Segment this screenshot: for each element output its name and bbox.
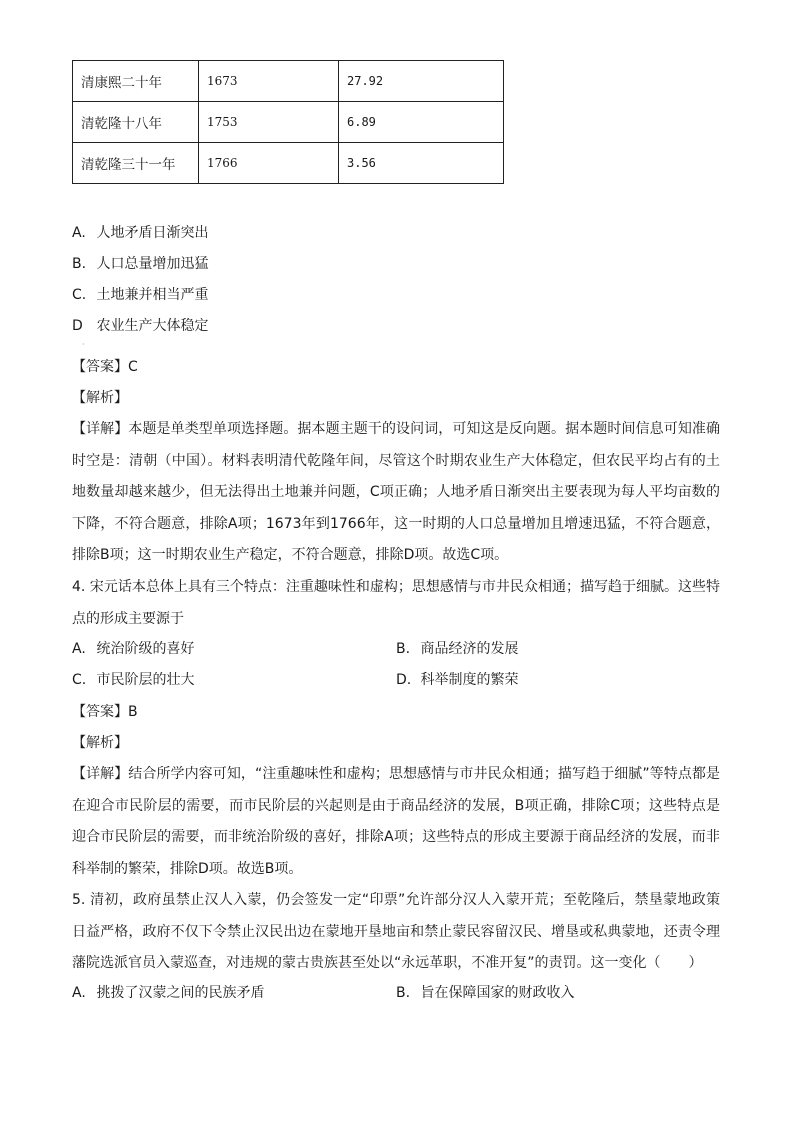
option-text: 人地矛盾日渐突出 <box>96 225 209 241</box>
table-cell-value: 3.56 <box>339 143 504 184</box>
table-cell-value: 6.89 <box>339 102 504 143</box>
q3-answer <box>72 357 138 377</box>
option-label: B. <box>396 641 411 657</box>
q4-option-c <box>72 670 194 690</box>
option-label: A. <box>72 641 86 657</box>
q4-analysis-tag: 【解析】 <box>72 735 128 751</box>
option-label: B. <box>396 985 411 1001</box>
option-text: 市民阶层的壮大 <box>96 672 195 688</box>
q4-detail: 【详解】结合所学内容可知，“注重趣味性和虚构；思想感情与市井民众相通；描写趋于细腻”等特点都是在迎合市民阶层的需要，而市民阶层的兴起则是由于商品经济的发展，B项正确，排除C项；这些特点是迎合市民阶层的需要，而非统治阶级的喜好，排除A项；这些特点的形成主要源于商品经济的发展，而非科举制的繁荣，排除D项。故选B项。 <box>72 766 720 877</box>
q4-option-d <box>396 670 518 690</box>
answer-tag: 【答案】 <box>72 359 128 375</box>
option-text: 农业生产大体稳定 <box>96 318 209 334</box>
table-row <box>73 61 504 102</box>
stray-mark: · <box>82 340 85 349</box>
q4-option-b <box>396 639 518 659</box>
q5-option-a <box>72 983 264 1003</box>
answer-value: C <box>128 359 138 375</box>
q5-stem: 5. 清初，政府虽禁止汉人入蒙，仍会签发一定“印票”允许部分汉人入蒙开荒；至乾隆后，禁垦蒙地政策日益严格，政府不仅下令禁止汉民出边在蒙地开垦地亩和禁止蒙民容留汉民、增垦或私典蒙地，还责令理藩院选派官员入蒙巡查，对违规的蒙古贵族甚至处以“永远革职，不准开复”的责罚。这一变化（ ） <box>72 892 720 971</box>
option-label: C. <box>72 672 87 688</box>
table-cell-value: 27.92 <box>339 61 504 102</box>
table-row <box>73 143 504 184</box>
q3-option-d <box>72 316 208 336</box>
option-text: 统治阶级的喜好 <box>96 641 195 657</box>
option-text: 挑拨了汉蒙之间的民族矛盾 <box>96 985 265 1001</box>
table-cell-year: 1753 <box>199 102 339 143</box>
option-label: A. <box>72 985 86 1001</box>
q3-detail: 【详解】本题是单类型单项选择题。据本题主题干的设问词，可知这是反向题。据本题时间信息可知准确时空是：清朝（中国）。材料表明清代乾隆年间，尽管这个时期农业生产大体稳定，但农民平均占有的土地数量却越来越少，但无法得出土地兼并问题，C项正确；人地矛盾日渐突出主要表现为每人平均亩数的下降，不符合题意，排除A项；1673年到1766年，这一时期的人口总量增加且增速迅猛，不符合题意，排除B项；这一时期农业生产稳定，不符合题意，排除D项。故选C项。 <box>72 421 720 563</box>
table-cell-era: 清乾隆三十一年 <box>73 143 199 184</box>
q4-stem: 4. 宋元话本总体上具有三个特点：注重趣味性和虚构；思想感情与市井民众相通；描写趋于细腻。这些特点的形成主要源于 <box>72 579 720 627</box>
table-cell-era: 清康熙二十年 <box>73 61 199 102</box>
q4-answer <box>72 702 138 722</box>
option-text: 科举制度的繁荣 <box>420 672 519 688</box>
table-cell-year: 1673 <box>199 61 339 102</box>
answer-tag: 【答案】 <box>72 704 128 720</box>
q3-analysis-tag: 【解析】 <box>72 390 128 406</box>
q3-option-b <box>72 254 208 274</box>
q4-option-a <box>72 639 194 659</box>
option-text: 人口总量增加迅猛 <box>96 256 209 272</box>
option-text: 旨在保障国家的财政收入 <box>420 985 575 1001</box>
option-label: C. <box>72 287 87 303</box>
option-text: 土地兼并相当严重 <box>96 287 209 303</box>
data-table <box>72 60 504 184</box>
option-label: A. <box>72 225 86 241</box>
option-label: D <box>72 318 83 334</box>
table-row <box>73 102 504 143</box>
table-cell-year: 1766 <box>199 143 339 184</box>
q3-option-c <box>72 285 208 305</box>
table-cell-era: 清乾隆十八年 <box>73 102 199 143</box>
option-label: B. <box>72 256 87 272</box>
option-text: 商品经济的发展 <box>420 641 519 657</box>
answer-value: B <box>128 704 138 720</box>
q5-option-b <box>396 983 574 1003</box>
q3-option-a <box>72 223 208 243</box>
option-label: D. <box>396 672 412 688</box>
